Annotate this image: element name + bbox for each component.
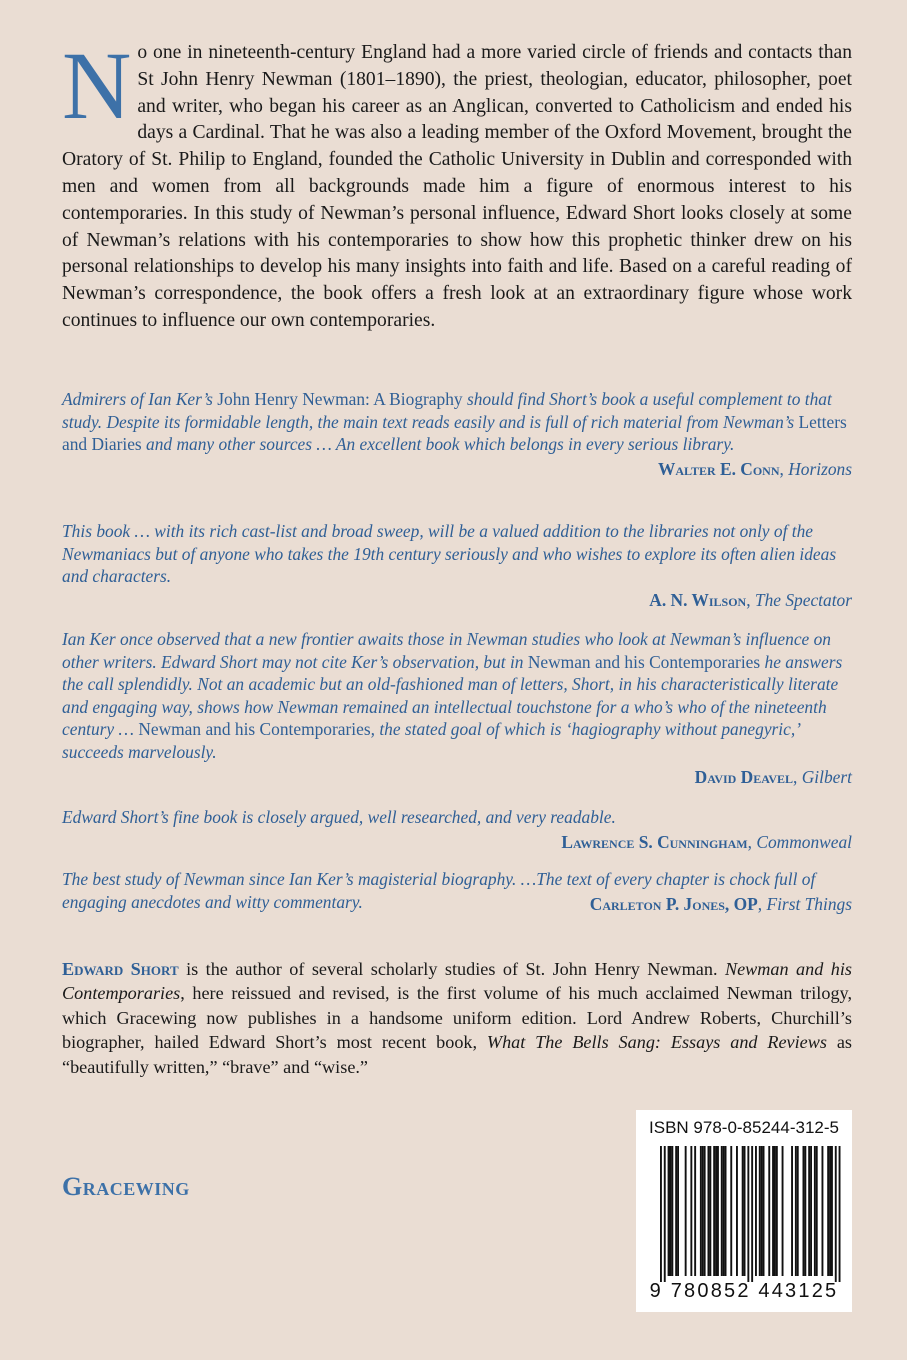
author-name: Edward Short [62,959,179,979]
reviewer-name: A. N. Wilson [649,589,747,610]
barcode-bar [831,1146,833,1276]
barcode-bar [744,1146,746,1276]
barcode-bar [736,1146,738,1276]
barcode-bar [827,1146,829,1276]
intro-text: o one in nineteenth-century England had a more varied circle of friends and contacts than St John Henry Newman (1801–1890), the priest, theologian, educator, philosopher, poet and writer, who began his career as an Anglican, converted to Catholicism and ended his days a Cardinal. That he was also a leading member of the Oxford Movement, brought the Oratory of St. Philip to England, founded the Catholic University in Dublin and corresponded with men and women from all backgrounds made him a figure of enormous interest to his contemporaries. In this study of Newman’s personal influence, Edward Short looks closely at some of Newman’s relations with his contemporaries to show how this prophetic thinker drew on his personal relationships to develop his many insights into faith and life. Based on a careful reading of Newman’s correspondence, the book offers a fresh look at an extraordinary figure whose work continues to influence our own contemporaries. [62,42,852,331]
review-text: The best study of Newman since Ian Ker’s magisterial biography. …The text of every chapter is chock full of engaging anecdotes and witty commentary. [62,869,816,912]
barcode-bar [685,1146,687,1276]
review-attribution: Lawrence S. Cunningham, Commonweal [561,831,852,852]
reviewer-name: Carleton P. Jones, OP [589,894,758,915]
barcode-bar [702,1146,704,1276]
publisher-logo: Gracewing [62,1172,190,1201]
review-attribution: David Deavel, Gilbert [694,766,852,787]
barcode-bar [690,1146,692,1276]
barcode-bar [700,1146,702,1276]
barcode-bar [774,1146,776,1276]
barcode-bar [772,1146,774,1276]
isbn-label: ISBN 978-0-85244-312-5 [649,1118,839,1137]
barcode-bar [763,1146,765,1276]
barcode-bar [755,1146,757,1276]
reviewer-name: Walter E. Conn [658,458,780,479]
barcode-bar [797,1146,799,1276]
review-attribution: Carleton P. Jones, OP, First Things [589,894,852,915]
review-publication: Commonweal [756,831,852,852]
barcode-bar [810,1146,812,1276]
review-text: Ian Ker once observed that a new frontier awaits those in Newman studies who look at Newman’s influence on other writers. Edward Short may not cite Ker’s observation, but in Newman and his Contemporaries he answers the call splendidly. Not an academic but an old-fashioned man of letters, Short, in his characteristically literate and engaging way, shows how Newman remained an intellectual touchstone for a who’s who of the nineteenth century … Newman and his Contemporaries, the stated goal of which is ‘hagiography without panegyric,’ succeeds marvelously. [62,629,843,762]
barcode-bar [742,1146,744,1276]
barcode-bar [664,1146,666,1282]
review-quote-5 [62,868,852,915]
ean-digits: 9 780852 443125 [649,1280,839,1302]
barcode-bar [671,1146,673,1276]
barcode-bar [835,1146,837,1282]
barcode-bar [829,1146,831,1276]
barcode-bar [708,1146,710,1276]
review-publication: First Things [766,894,852,915]
review-text: Edward Short’s fine book is closely argued, well researched, and very readable. [62,807,616,827]
reviewer-name: David Deavel [694,766,794,787]
barcode-bar [747,1146,749,1282]
barcode-bar [839,1146,841,1282]
barcode-bar [677,1146,679,1276]
review-attribution: A. N. Wilson, The Spectator [649,589,852,610]
barcode-bar [803,1146,805,1276]
review-publication: The Spectator [754,589,852,610]
barcode-bar [791,1146,793,1276]
barcode-bars-icon [644,1146,844,1282]
review-publication: Horizons [788,458,852,479]
isbn-barcode [636,1110,852,1312]
intro-paragraph [62,32,852,335]
barcode-bar [709,1146,711,1276]
review-attribution: Walter E. Conn, Horizons [658,458,852,479]
barcode-bar [713,1146,715,1276]
review-quote-4 [62,806,852,853]
barcode-bar [816,1146,818,1276]
recent-book-title: What The Bells Sang: Essays and Reviews [486,1032,827,1053]
review-quote-1 [62,388,852,480]
barcode-bar [723,1146,725,1276]
reviewer-name: Lawrence S. Cunningham [561,831,748,852]
barcode-bar [761,1146,763,1276]
barcode-bar [822,1146,824,1276]
barcode-bar [660,1146,662,1282]
review-quote-2 [62,520,852,611]
drop-cap: N [62,32,132,139]
barcode-bar [704,1146,706,1276]
barcode-bar [675,1146,677,1276]
barcode-bar [804,1146,806,1276]
author-bio: Edward Short is the author of several scholarly studies of St. John Henry Newman. Newman and his Contemporaries, here reissued and revised, is the first volume of his much acclaimed Newman trilogy, which Gracewing now publishes in a handsome uniform edition. Lord Andrew Roberts, Churchill’s biographer, hailed Edward Short’s most recent book, What The Bells Sang: Essays and Reviews as “beautifully written,” “brave” and “wise.” [62,959,853,1077]
barcode-bar [808,1146,810,1276]
barcode-bar [717,1146,719,1276]
barcode-bar [768,1146,770,1276]
review-quote-3 [62,628,852,788]
barcode-bar [814,1146,816,1276]
review-publication: Gilbert [801,766,852,787]
review-text: Admirers of Ian Ker’s John Henry Newman: A Biography should find Short’s book a useful complement to that study. Despite its formidable length, the main text reads easily and is full of rich material from Newman’s Letters and Diaries and many other sources … An excellent book which belongs in every serious library. [62,389,847,455]
barcode-bar [670,1146,672,1276]
barcode-bar [668,1146,670,1276]
barcode-bar [759,1146,761,1276]
barcode-bar [725,1146,727,1276]
barcode-bar [782,1146,784,1276]
barcode-bar [795,1146,797,1276]
barcode-bar [751,1146,753,1282]
barcode-bar [776,1146,778,1276]
barcode-bar [694,1146,696,1276]
book-title: Newman and his Contemporaries [62,959,853,1004]
barcode-bar [730,1146,732,1276]
review-text: This book … with its rich cast-list and broad sweep, will be a valued addition to the libraries not only of the Newmaniacs but of anyone who takes the 19th century seriously and who wishes to explore its often alien ideas and characters. [62,521,837,587]
barcode-bar [715,1146,717,1276]
barcode-bar [721,1146,723,1276]
